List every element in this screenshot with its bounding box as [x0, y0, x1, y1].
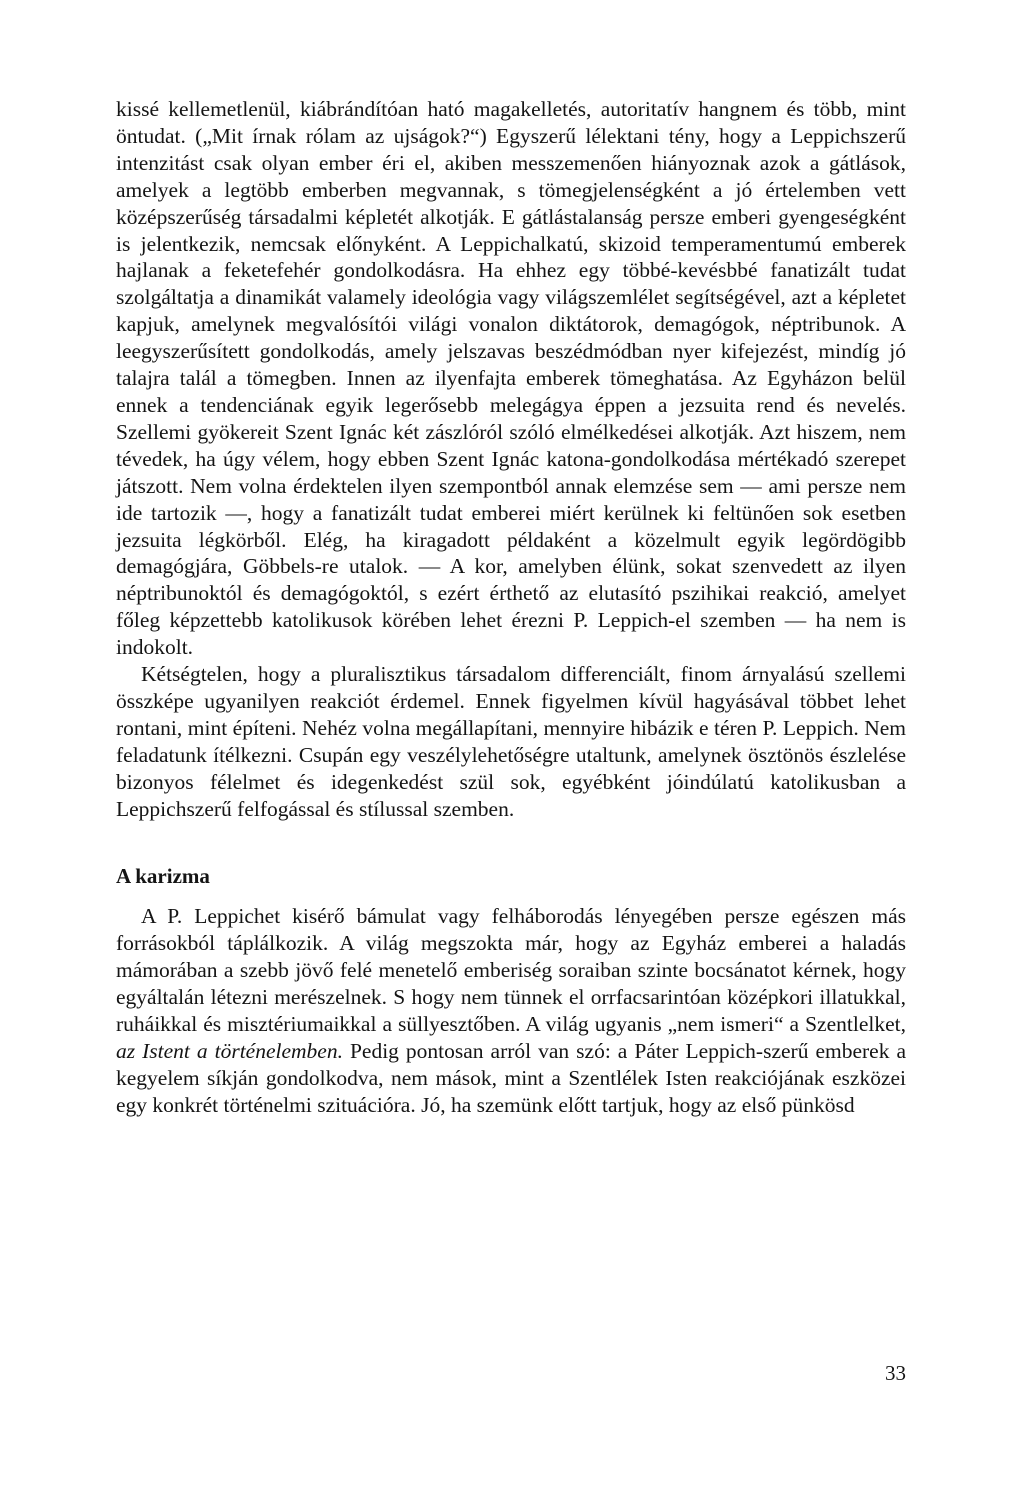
paragraph: Kétségtelen, hogy a pluralisztikus társadalom differenciált, finom árnyalású szellemi összképe ugyanilyen reakciót érdemel. Ennek figyelmen kívül hagyásával többet lehet rontani, mint építeni. Nehéz volna megállapítani, mennyire hibázik e téren P. Leppich. Nem feladatunk ítélkezni. Csupán egy veszélylehetőségre utaltunk, amelynek ösztönös észlelése bizonyos félelmet és idegenkedést szül sok, egyébként jóindúlatú katolikusban a Leppichszerű felfogással és stílussal szemben. [116, 662, 906, 821]
paragraph-emphasis: az Istent a történelemben. [116, 1039, 343, 1063]
paragraph-text: Pedig pontosan arról van szó: a Páter Leppich-szerű emberek a kegyelem síkján gondolkodva, nem mások, mint a Szentlélek Isten reakciójának eszközei egy konkrét történelmi szituációra. Jó, ha szemünk előtt tartjuk, hogy az első pünkösd [116, 1039, 906, 1117]
paragraph-text: A P. Leppichet kisérő bámulat vagy felháborodás lényegében persze egészen más forrásokból táplálkozik. A világ megszokta már, hogy az Egyház emberei a haladás mámorában a szebb jövő felé menetelő emberiség soraiban szinte bocsánatot kérnek, hogy egyáltalán létezni merészelnek. S hogy nem tünnek el orrfacsarintóan középkori illatukkal, ruháikkal és misztériumaikkal a süllyesztőben. A világ ugyanis „nem ismeri“ a Szentlelket, [116, 904, 906, 1037]
page-number: 33 [885, 1361, 906, 1385]
paragraph [116, 903, 906, 1118]
page-body [116, 96, 906, 1119]
section-heading: A karizma [116, 864, 210, 889]
paragraph: kissé kellemetlenül, kiábrándítóan ható magakelletés, autoritatív hangnem és több, mint öntudat. („Mit írnak rólam az ujságok?“) Egyszerű lélektani tény, hogy a Leppichszerű intenzitást csak olyan ember éri el, akiben messzemenően hiányoznak azok a gátlások, amelyek a legtöbb emberben megvannak, s tömegjelenségként a jó értelemben vett középszerűség társadalmi képletét alkotják. E gátlástalanság persze emberi gyengeségként is jelentkezik, nemcsak előnyként. A Leppichalkatú, skizoid temperamentumú emberek hajlanak a feketefehér gondolkodásra. Ha ehhez egy többé-kevésbbé fanatizált tudat szolgáltatja a dinamikát valamely ideológia vagy világszemlélet segítségével, azt a képletet kapjuk, amelynek megvalósítói világi vonalon diktátorok, demagógok, néptribunok. A leegyszerűsített gondolkodás, amely jelszavas beszédmódban nyer kifejezést, mindíg jó talajra talál a tömegben. Innen az ilyenfajta emberek tömeghatása. Az Egyházon belül ennek a tendenciának egyik legerősebb melegágya éppen a jezsuita rend és nevelés. Szellemi gyökereit Szent Ignác két zászlóról szóló elmélkedései alkotják. Azt hiszem, nem tévedek, ha úgy vélem, hogy ebben Szent Ignác katona-gondolkodása mértékadó szerepet játszott. Nem volna érdektelen ilyen szempontból annak elemzése sem — ami persze nem ide tartozik —, hogy a fanatizált tudat emberei miért kerülnek ki feltünően sok esetben jezsuita légkörből. Elég, ha kiragadott példaként a közelmult egyik legördögibb demagógjára, Göbbels-re utalok. — A kor, amelyben élünk, sokat szenvedett az ilyen néptribunoktól és demagógoktól, s ezért érthető az elutasító pszihikai reakció, amelyet főleg képzettebb katolikusok körében lehet érezni P. Leppich-el szemben — ha nem is indokolt. [116, 97, 906, 660]
